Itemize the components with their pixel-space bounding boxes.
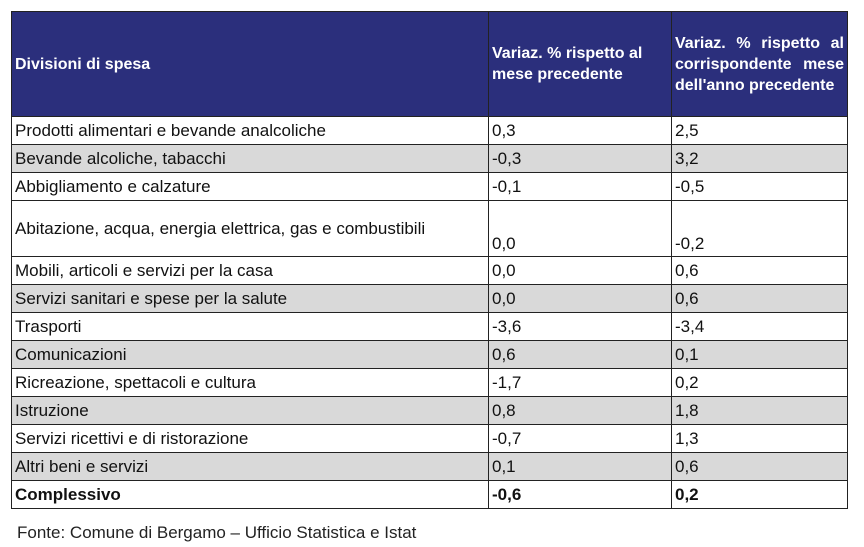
table-row xyxy=(12,285,848,313)
price-variation-table xyxy=(11,11,848,509)
table-row xyxy=(12,173,848,201)
total-label: Complessivo xyxy=(12,481,489,509)
row-label: Istruzione xyxy=(12,397,489,425)
row-label: Ricreazione, spettacoli e cultura xyxy=(12,369,489,397)
total-prev-year: 0,2 xyxy=(672,481,848,509)
row-prev-month: 0,0 xyxy=(489,201,672,257)
row-prev-year: -0,5 xyxy=(672,173,848,201)
row-label: Comunicazioni xyxy=(12,341,489,369)
table-row xyxy=(12,369,848,397)
row-label: Altri beni e servizi xyxy=(12,453,489,481)
row-label: Abitazione, acqua, energia elettrica, gas e combustibili xyxy=(12,201,489,257)
row-label: Trasporti xyxy=(12,313,489,341)
row-prev-month: -0,1 xyxy=(489,173,672,201)
row-prev-year: 3,2 xyxy=(672,145,848,173)
row-prev-year: -3,4 xyxy=(672,313,848,341)
row-prev-month: 0,0 xyxy=(489,285,672,313)
row-label: Servizi sanitari e spese per la salute xyxy=(12,285,489,313)
table-row xyxy=(12,117,848,145)
table-header xyxy=(12,12,848,117)
table-row xyxy=(12,201,848,257)
row-prev-month: -3,6 xyxy=(489,313,672,341)
row-prev-year: 0,2 xyxy=(672,369,848,397)
row-prev-month: -0,7 xyxy=(489,425,672,453)
row-prev-year: 0,1 xyxy=(672,341,848,369)
row-prev-year: 1,8 xyxy=(672,397,848,425)
table-row xyxy=(12,257,848,285)
table-body xyxy=(12,117,848,509)
header-prev-year: Variaz. % rispetto al corrispondente mese dell'anno precedente xyxy=(672,12,848,117)
table-row xyxy=(12,425,848,453)
row-prev-month: -0,3 xyxy=(489,145,672,173)
row-label: Abbigliamento e calzature xyxy=(12,173,489,201)
table-row xyxy=(12,145,848,173)
row-prev-month: -1,7 xyxy=(489,369,672,397)
table-row xyxy=(12,397,848,425)
row-prev-month: 0,0 xyxy=(489,257,672,285)
row-label: Bevande alcoliche, tabacchi xyxy=(12,145,489,173)
row-prev-year: 0,6 xyxy=(672,285,848,313)
row-prev-month: 0,3 xyxy=(489,117,672,145)
row-prev-year: 0,6 xyxy=(672,257,848,285)
row-prev-year: 1,3 xyxy=(672,425,848,453)
total-prev-month: -0,6 xyxy=(489,481,672,509)
source-note: Fonte: Comune di Bergamo – Ufficio Statistica e Istat xyxy=(17,523,417,542)
row-prev-year: 2,5 xyxy=(672,117,848,145)
table-row xyxy=(12,341,848,369)
total-row xyxy=(12,481,848,509)
row-prev-year: 0,6 xyxy=(672,453,848,481)
header-divisioni: Divisioni di spesa xyxy=(12,12,489,117)
row-label: Prodotti alimentari e bevande analcoliche xyxy=(12,117,489,145)
header-prev-month: Variaz. % rispetto al mese precedente xyxy=(489,12,672,117)
row-prev-year: -0,2 xyxy=(672,201,848,257)
row-label: Mobili, articoli e servizi per la casa xyxy=(12,257,489,285)
row-prev-month: 0,8 xyxy=(489,397,672,425)
row-prev-month: 0,6 xyxy=(489,341,672,369)
row-prev-month: 0,1 xyxy=(489,453,672,481)
table-container xyxy=(11,11,847,509)
table-row xyxy=(12,313,848,341)
row-label: Servizi ricettivi e di ristorazione xyxy=(12,425,489,453)
table-row xyxy=(12,453,848,481)
